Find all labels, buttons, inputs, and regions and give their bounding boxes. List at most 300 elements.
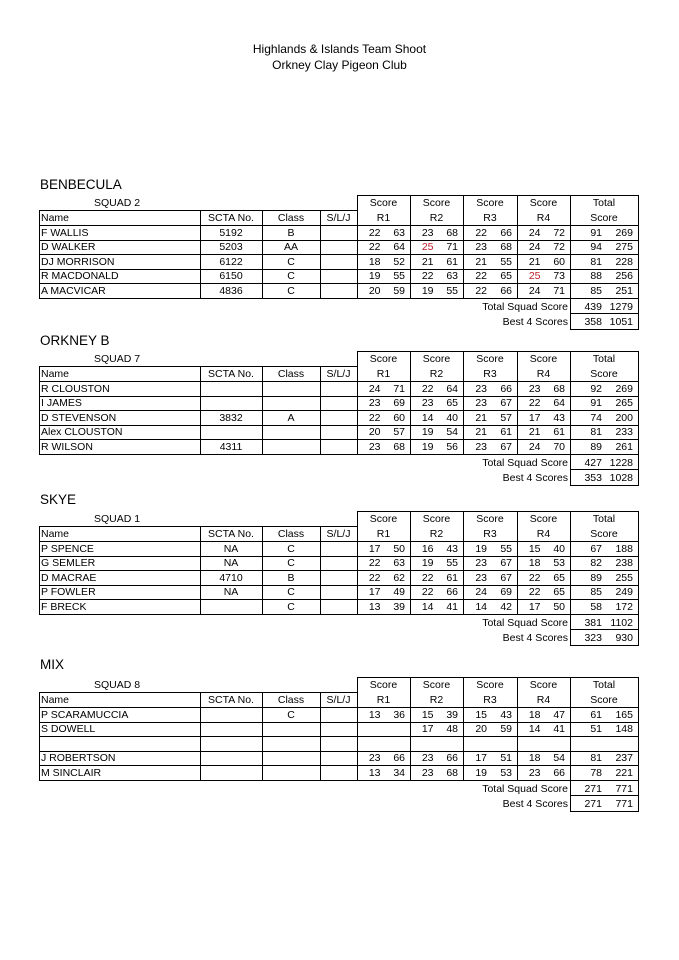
scta-number: 4311 bbox=[219, 440, 243, 453]
best-4-targets: 353 bbox=[584, 471, 602, 484]
table-rule bbox=[570, 351, 571, 486]
round-running-total: 60 bbox=[393, 411, 405, 424]
round-running-total: 54 bbox=[553, 752, 565, 765]
table-rule bbox=[410, 511, 411, 615]
round-running-total: 63 bbox=[393, 226, 405, 239]
round-running-total: 55 bbox=[500, 255, 512, 268]
shooter-total-targets: 51 bbox=[590, 723, 602, 736]
shooter-class: B bbox=[287, 226, 295, 239]
round-targets: 24 bbox=[368, 382, 381, 395]
round-targets: 19 bbox=[475, 766, 487, 779]
shooter-class: A bbox=[287, 411, 295, 424]
round-running-total: 43 bbox=[553, 411, 565, 424]
table-rule bbox=[39, 210, 357, 211]
table-rule bbox=[570, 645, 639, 646]
round-targets: 24 bbox=[528, 284, 541, 297]
scta-number: 4836 bbox=[219, 284, 243, 297]
scta-number: 5192 bbox=[219, 226, 243, 239]
shooter-total-targets: 91 bbox=[590, 226, 602, 239]
table-rule bbox=[39, 225, 639, 226]
table-rule bbox=[638, 351, 639, 486]
shooter-name: Alex CLOUSTON bbox=[41, 426, 123, 439]
name-header: Name bbox=[41, 694, 70, 706]
round-header: R3 bbox=[483, 212, 497, 224]
round-running-total: 71 bbox=[446, 241, 458, 254]
table-rule bbox=[39, 526, 40, 615]
table-rule bbox=[320, 210, 321, 299]
round-running-total: 69 bbox=[393, 397, 405, 410]
table-rule bbox=[200, 692, 201, 781]
round-running-total: 67 bbox=[500, 571, 512, 584]
table-rule bbox=[320, 526, 321, 615]
total-squad-score: 1228 bbox=[609, 456, 633, 469]
round-targets: 24 bbox=[528, 241, 541, 254]
round-targets: 22 bbox=[368, 226, 381, 239]
round-targets: 18 bbox=[528, 752, 541, 765]
table-rule bbox=[39, 410, 639, 411]
shooter-total-targets: 89 bbox=[590, 440, 602, 453]
total-squad-targets: 381 bbox=[584, 616, 602, 629]
round-running-total: 68 bbox=[446, 226, 458, 239]
best-4-label: Best 4 Scores bbox=[502, 797, 568, 810]
total-squad-label: Total Squad Score bbox=[482, 300, 568, 313]
table-rule bbox=[357, 677, 358, 781]
table-rule bbox=[638, 677, 639, 812]
round-targets: 22 bbox=[421, 270, 434, 283]
score-header: Score bbox=[476, 513, 504, 525]
table-rule bbox=[262, 526, 263, 615]
table-rule bbox=[638, 195, 639, 330]
total-header: Total bbox=[592, 679, 616, 691]
round-running-total: 68 bbox=[446, 766, 458, 779]
round-targets: 21 bbox=[421, 255, 434, 268]
scta-number: NA bbox=[223, 557, 239, 570]
table-rule bbox=[570, 511, 571, 646]
round-targets: 22 bbox=[475, 270, 487, 283]
round-running-total: 71 bbox=[553, 284, 565, 297]
round-running-total: 68 bbox=[553, 382, 565, 395]
scta-number: 3832 bbox=[219, 411, 243, 424]
scta-number: 6150 bbox=[219, 270, 243, 283]
shooter-name: P SPENCE bbox=[41, 542, 94, 555]
round-targets: 23 bbox=[421, 766, 434, 779]
shooter-total-targets: 78 bbox=[590, 766, 602, 779]
total-squad-targets: 271 bbox=[584, 782, 602, 795]
round-targets: 13 bbox=[368, 600, 381, 613]
round-header: R4 bbox=[536, 212, 551, 224]
total-score-header: Score bbox=[590, 368, 618, 380]
round-running-total: 50 bbox=[393, 542, 405, 555]
table-rule bbox=[39, 614, 639, 615]
round-targets: 23 bbox=[421, 752, 434, 765]
table-rule bbox=[39, 585, 639, 586]
shooter-total-score: 269 bbox=[615, 226, 633, 239]
round-targets: 18 bbox=[368, 255, 381, 268]
round-targets: 25 bbox=[421, 241, 434, 254]
shooter-class: C bbox=[287, 542, 295, 555]
shooter-total-targets: 85 bbox=[590, 586, 602, 599]
shooter-total-targets: 85 bbox=[590, 284, 602, 297]
table-rule bbox=[638, 511, 639, 646]
table-rule bbox=[39, 381, 639, 382]
table-rule bbox=[357, 677, 639, 678]
round-running-total: 65 bbox=[446, 397, 458, 410]
score-header: Score bbox=[529, 353, 558, 365]
shooter-name: P SCARAMUCCIA bbox=[41, 708, 129, 721]
round-targets: 25 bbox=[528, 270, 541, 283]
table-rule bbox=[357, 511, 639, 512]
shooter-total-targets: 58 bbox=[590, 600, 602, 613]
table-rule bbox=[410, 351, 411, 455]
round-targets: 23 bbox=[475, 397, 487, 410]
round-running-total: 57 bbox=[393, 426, 405, 439]
round-header: R3 bbox=[483, 694, 497, 706]
total-squad-targets: 427 bbox=[584, 456, 602, 469]
score-header: Score bbox=[529, 679, 558, 691]
table-rule bbox=[39, 751, 639, 752]
round-running-total: 72 bbox=[553, 241, 565, 254]
table-rule bbox=[570, 629, 639, 630]
best-4-label: Best 4 Scores bbox=[502, 315, 568, 328]
round-running-total: 51 bbox=[500, 752, 512, 765]
round-running-total: 66 bbox=[446, 586, 458, 599]
round-running-total: 52 bbox=[393, 255, 405, 268]
slj-header: S/L/J bbox=[326, 694, 351, 706]
shooter-total-score: 233 bbox=[615, 426, 633, 439]
round-header: R1 bbox=[376, 528, 391, 540]
round-running-total: 55 bbox=[446, 557, 458, 570]
table-rule bbox=[200, 366, 201, 455]
shooter-total-score: 269 bbox=[615, 382, 633, 395]
round-running-total: 66 bbox=[500, 226, 512, 239]
shooter-name: R CLOUSTON bbox=[41, 382, 110, 395]
name-header: Name bbox=[41, 368, 70, 380]
shooter-name: F WALLIS bbox=[41, 226, 89, 239]
round-targets: 22 bbox=[421, 586, 434, 599]
table-rule bbox=[39, 298, 639, 299]
table-rule bbox=[200, 526, 201, 615]
round-targets: 23 bbox=[475, 571, 487, 584]
round-targets: 13 bbox=[368, 766, 381, 779]
round-targets: 23 bbox=[528, 766, 541, 779]
shooter-name: R MACDONALD bbox=[41, 270, 119, 283]
best-4-label: Best 4 Scores bbox=[502, 631, 568, 644]
round-running-total: 73 bbox=[553, 270, 565, 283]
round-targets: 15 bbox=[475, 708, 487, 721]
table-rule bbox=[39, 366, 40, 455]
total-squad-score: 1279 bbox=[609, 300, 633, 313]
round-targets: 23 bbox=[475, 382, 487, 395]
round-running-total: 60 bbox=[553, 255, 565, 268]
table-rule bbox=[570, 313, 639, 314]
round-header: R3 bbox=[483, 528, 497, 540]
team-name: MIX bbox=[40, 657, 65, 672]
slj-header: S/L/J bbox=[326, 528, 351, 540]
table-rule bbox=[357, 195, 639, 196]
best-4-targets: 323 bbox=[584, 631, 602, 644]
round-running-total: 64 bbox=[446, 382, 458, 395]
table-rule bbox=[39, 439, 639, 440]
round-running-total: 39 bbox=[446, 708, 458, 721]
shooter-total-score: 256 bbox=[615, 270, 633, 283]
shooter-name: D MACRAE bbox=[41, 571, 97, 584]
shooter-total-score: 249 bbox=[615, 586, 633, 599]
shooter-name: I JAMES bbox=[41, 397, 82, 410]
round-targets: 15 bbox=[528, 542, 541, 555]
table-rule bbox=[39, 425, 639, 426]
table-rule bbox=[570, 195, 571, 330]
table-rule bbox=[357, 351, 358, 455]
slj-header: S/L/J bbox=[326, 212, 351, 224]
round-running-total: 41 bbox=[553, 723, 565, 736]
total-score-header: Score bbox=[590, 528, 618, 540]
score-header: Score bbox=[529, 513, 558, 525]
round-running-total: 50 bbox=[553, 600, 565, 613]
shooter-class: B bbox=[287, 571, 295, 584]
round-targets: 22 bbox=[528, 397, 541, 410]
round-targets: 17 bbox=[421, 723, 434, 736]
shooter-total-score: 237 bbox=[615, 752, 633, 765]
round-targets: 21 bbox=[528, 255, 541, 268]
shooter-class: AA bbox=[283, 241, 298, 254]
best-4-score: 771 bbox=[615, 797, 633, 810]
round-running-total: 61 bbox=[446, 571, 458, 584]
score-header: Score bbox=[369, 197, 398, 209]
best-4-targets: 271 bbox=[584, 797, 602, 810]
shooter-total-targets: 81 bbox=[590, 752, 602, 765]
best-4-score: 1051 bbox=[609, 315, 633, 328]
round-header: R2 bbox=[429, 694, 444, 706]
round-running-total: 55 bbox=[500, 542, 512, 555]
shooter-class: C bbox=[287, 255, 295, 268]
round-running-total: 36 bbox=[393, 708, 405, 721]
best-4-score: 930 bbox=[615, 631, 633, 644]
table-rule bbox=[39, 692, 357, 693]
name-header: Name bbox=[41, 528, 70, 540]
scta-number: NA bbox=[223, 586, 239, 599]
round-targets: 19 bbox=[421, 284, 434, 297]
round-targets: 23 bbox=[368, 752, 381, 765]
table-rule bbox=[463, 351, 464, 455]
scta-header: SCTA No. bbox=[208, 212, 254, 224]
round-running-total: 64 bbox=[393, 241, 405, 254]
shooter-name: G SEMLER bbox=[41, 557, 96, 570]
table-rule bbox=[570, 677, 571, 812]
shooter-total-score: 275 bbox=[615, 241, 633, 254]
table-rule bbox=[570, 329, 639, 330]
score-header: Score bbox=[529, 197, 558, 209]
round-targets: 13 bbox=[368, 708, 381, 721]
round-running-total: 42 bbox=[500, 600, 512, 613]
shooter-total-score: 251 bbox=[615, 284, 633, 297]
round-targets: 18 bbox=[528, 708, 541, 721]
score-header: Score bbox=[422, 513, 451, 525]
table-rule bbox=[39, 722, 639, 723]
round-running-total: 49 bbox=[393, 586, 405, 599]
score-header: Score bbox=[476, 353, 504, 365]
table-rule bbox=[39, 454, 639, 455]
shooter-total-score: 188 bbox=[615, 542, 633, 555]
round-running-total: 66 bbox=[500, 382, 512, 395]
total-header: Total bbox=[592, 197, 616, 209]
shooter-total-score: 238 bbox=[615, 557, 633, 570]
round-running-total: 61 bbox=[446, 255, 458, 268]
round-targets: 21 bbox=[475, 411, 487, 424]
shooter-total-score: 200 bbox=[615, 411, 633, 424]
table-rule bbox=[262, 210, 263, 299]
round-targets: 14 bbox=[421, 600, 434, 613]
round-targets: 22 bbox=[421, 571, 434, 584]
round-targets: 16 bbox=[421, 542, 434, 555]
round-running-total: 72 bbox=[553, 226, 565, 239]
round-targets: 22 bbox=[368, 241, 381, 254]
table-rule bbox=[39, 283, 639, 284]
table-rule bbox=[357, 351, 639, 352]
table-rule bbox=[39, 541, 639, 542]
slj-header: S/L/J bbox=[326, 368, 351, 380]
round-targets: 23 bbox=[528, 382, 541, 395]
round-targets: 17 bbox=[528, 411, 541, 424]
squad-label: SQUAD 1 bbox=[94, 513, 141, 525]
shooter-name: S DOWELL bbox=[41, 723, 96, 736]
round-targets: 22 bbox=[475, 284, 487, 297]
shooter-class: C bbox=[287, 284, 295, 297]
score-header: Score bbox=[369, 513, 398, 525]
round-header: R2 bbox=[429, 368, 444, 380]
squad-label: SQUAD 8 bbox=[94, 679, 141, 691]
round-targets: 18 bbox=[528, 557, 541, 570]
round-targets: 20 bbox=[475, 723, 487, 736]
round-running-total: 39 bbox=[393, 600, 405, 613]
shooter-total-targets: 81 bbox=[590, 426, 602, 439]
round-targets: 17 bbox=[368, 586, 381, 599]
class-header: Class bbox=[277, 368, 305, 380]
round-header: R4 bbox=[536, 694, 551, 706]
round-running-total: 66 bbox=[553, 766, 565, 779]
round-targets: 19 bbox=[475, 542, 487, 555]
round-running-total: 65 bbox=[500, 270, 512, 283]
name-header: Name bbox=[41, 212, 70, 224]
round-targets: 20 bbox=[368, 426, 381, 439]
round-targets: 22 bbox=[528, 586, 541, 599]
table-rule bbox=[39, 366, 357, 367]
round-targets: 23 bbox=[368, 440, 381, 453]
score-header: Score bbox=[476, 197, 504, 209]
round-running-total: 61 bbox=[553, 426, 565, 439]
round-targets: 17 bbox=[368, 542, 381, 555]
class-header: Class bbox=[277, 694, 305, 706]
round-targets: 22 bbox=[421, 382, 434, 395]
total-squad-label: Total Squad Score bbox=[482, 616, 568, 629]
table-rule bbox=[39, 396, 639, 397]
table-rule bbox=[357, 195, 358, 299]
round-targets: 22 bbox=[528, 571, 541, 584]
table-rule bbox=[570, 469, 639, 470]
total-squad-targets: 439 bbox=[584, 300, 602, 313]
shooter-total-targets: 82 bbox=[590, 557, 602, 570]
shooter-class: C bbox=[287, 557, 295, 570]
scta-number: NA bbox=[223, 542, 239, 555]
shooter-total-score: 261 bbox=[615, 440, 633, 453]
round-header: R3 bbox=[483, 368, 497, 380]
table-rule bbox=[39, 254, 639, 255]
round-header: R2 bbox=[429, 212, 444, 224]
shooter-total-score: 255 bbox=[615, 571, 633, 584]
shooter-name: R WILSON bbox=[41, 440, 93, 453]
round-running-total: 53 bbox=[500, 766, 512, 779]
document-title: Highlands & Islands Team Shoot bbox=[252, 42, 427, 56]
round-running-total: 59 bbox=[393, 284, 405, 297]
round-header: R1 bbox=[376, 212, 391, 224]
table-rule bbox=[463, 677, 464, 781]
shooter-total-targets: 88 bbox=[590, 270, 602, 283]
table-rule bbox=[39, 599, 639, 600]
shooter-class: C bbox=[287, 708, 295, 721]
table-rule bbox=[410, 677, 411, 781]
scta-number: 4710 bbox=[219, 571, 243, 584]
round-targets: 24 bbox=[528, 440, 541, 453]
table-rule bbox=[320, 366, 321, 455]
table-rule bbox=[39, 570, 639, 571]
table-rule bbox=[463, 195, 464, 299]
table-rule bbox=[517, 195, 518, 299]
round-targets: 22 bbox=[368, 571, 381, 584]
round-running-total: 48 bbox=[446, 723, 458, 736]
score-header: Score bbox=[476, 679, 504, 691]
round-running-total: 65 bbox=[553, 571, 565, 584]
round-running-total: 63 bbox=[393, 557, 405, 570]
round-targets: 19 bbox=[421, 426, 434, 439]
round-targets: 24 bbox=[475, 586, 487, 599]
class-header: Class bbox=[277, 528, 305, 540]
round-running-total: 59 bbox=[500, 723, 512, 736]
table-rule bbox=[357, 511, 358, 615]
scta-number: 6122 bbox=[219, 255, 243, 268]
table-rule bbox=[200, 210, 201, 299]
table-rule bbox=[39, 210, 40, 299]
round-running-total: 66 bbox=[446, 752, 458, 765]
shooter-total-score: 228 bbox=[615, 255, 633, 268]
score-header: Score bbox=[422, 679, 451, 691]
round-header: R2 bbox=[429, 528, 444, 540]
round-targets: 23 bbox=[475, 241, 487, 254]
round-running-total: 65 bbox=[553, 586, 565, 599]
shooter-total-targets: 89 bbox=[590, 571, 602, 584]
round-header: R4 bbox=[536, 528, 551, 540]
round-running-total: 69 bbox=[500, 586, 512, 599]
round-targets: 23 bbox=[475, 557, 487, 570]
round-running-total: 70 bbox=[553, 440, 565, 453]
total-header: Total bbox=[592, 513, 616, 525]
round-header: R1 bbox=[376, 368, 391, 380]
round-targets: 22 bbox=[368, 557, 381, 570]
round-running-total: 53 bbox=[553, 557, 565, 570]
round-targets: 21 bbox=[475, 426, 487, 439]
scta-number: 5203 bbox=[219, 241, 243, 254]
round-targets: 20 bbox=[368, 284, 381, 297]
round-targets: 23 bbox=[368, 397, 381, 410]
round-running-total: 62 bbox=[393, 571, 405, 584]
table-rule bbox=[39, 526, 357, 527]
total-squad-label: Total Squad Score bbox=[482, 456, 568, 469]
round-running-total: 55 bbox=[446, 284, 458, 297]
table-rule bbox=[517, 677, 518, 781]
table-rule bbox=[39, 692, 40, 781]
round-running-total: 40 bbox=[446, 411, 458, 424]
total-header: Total bbox=[592, 353, 616, 365]
shooter-name: D WALKER bbox=[41, 241, 96, 254]
shooter-total-targets: 94 bbox=[590, 241, 602, 254]
